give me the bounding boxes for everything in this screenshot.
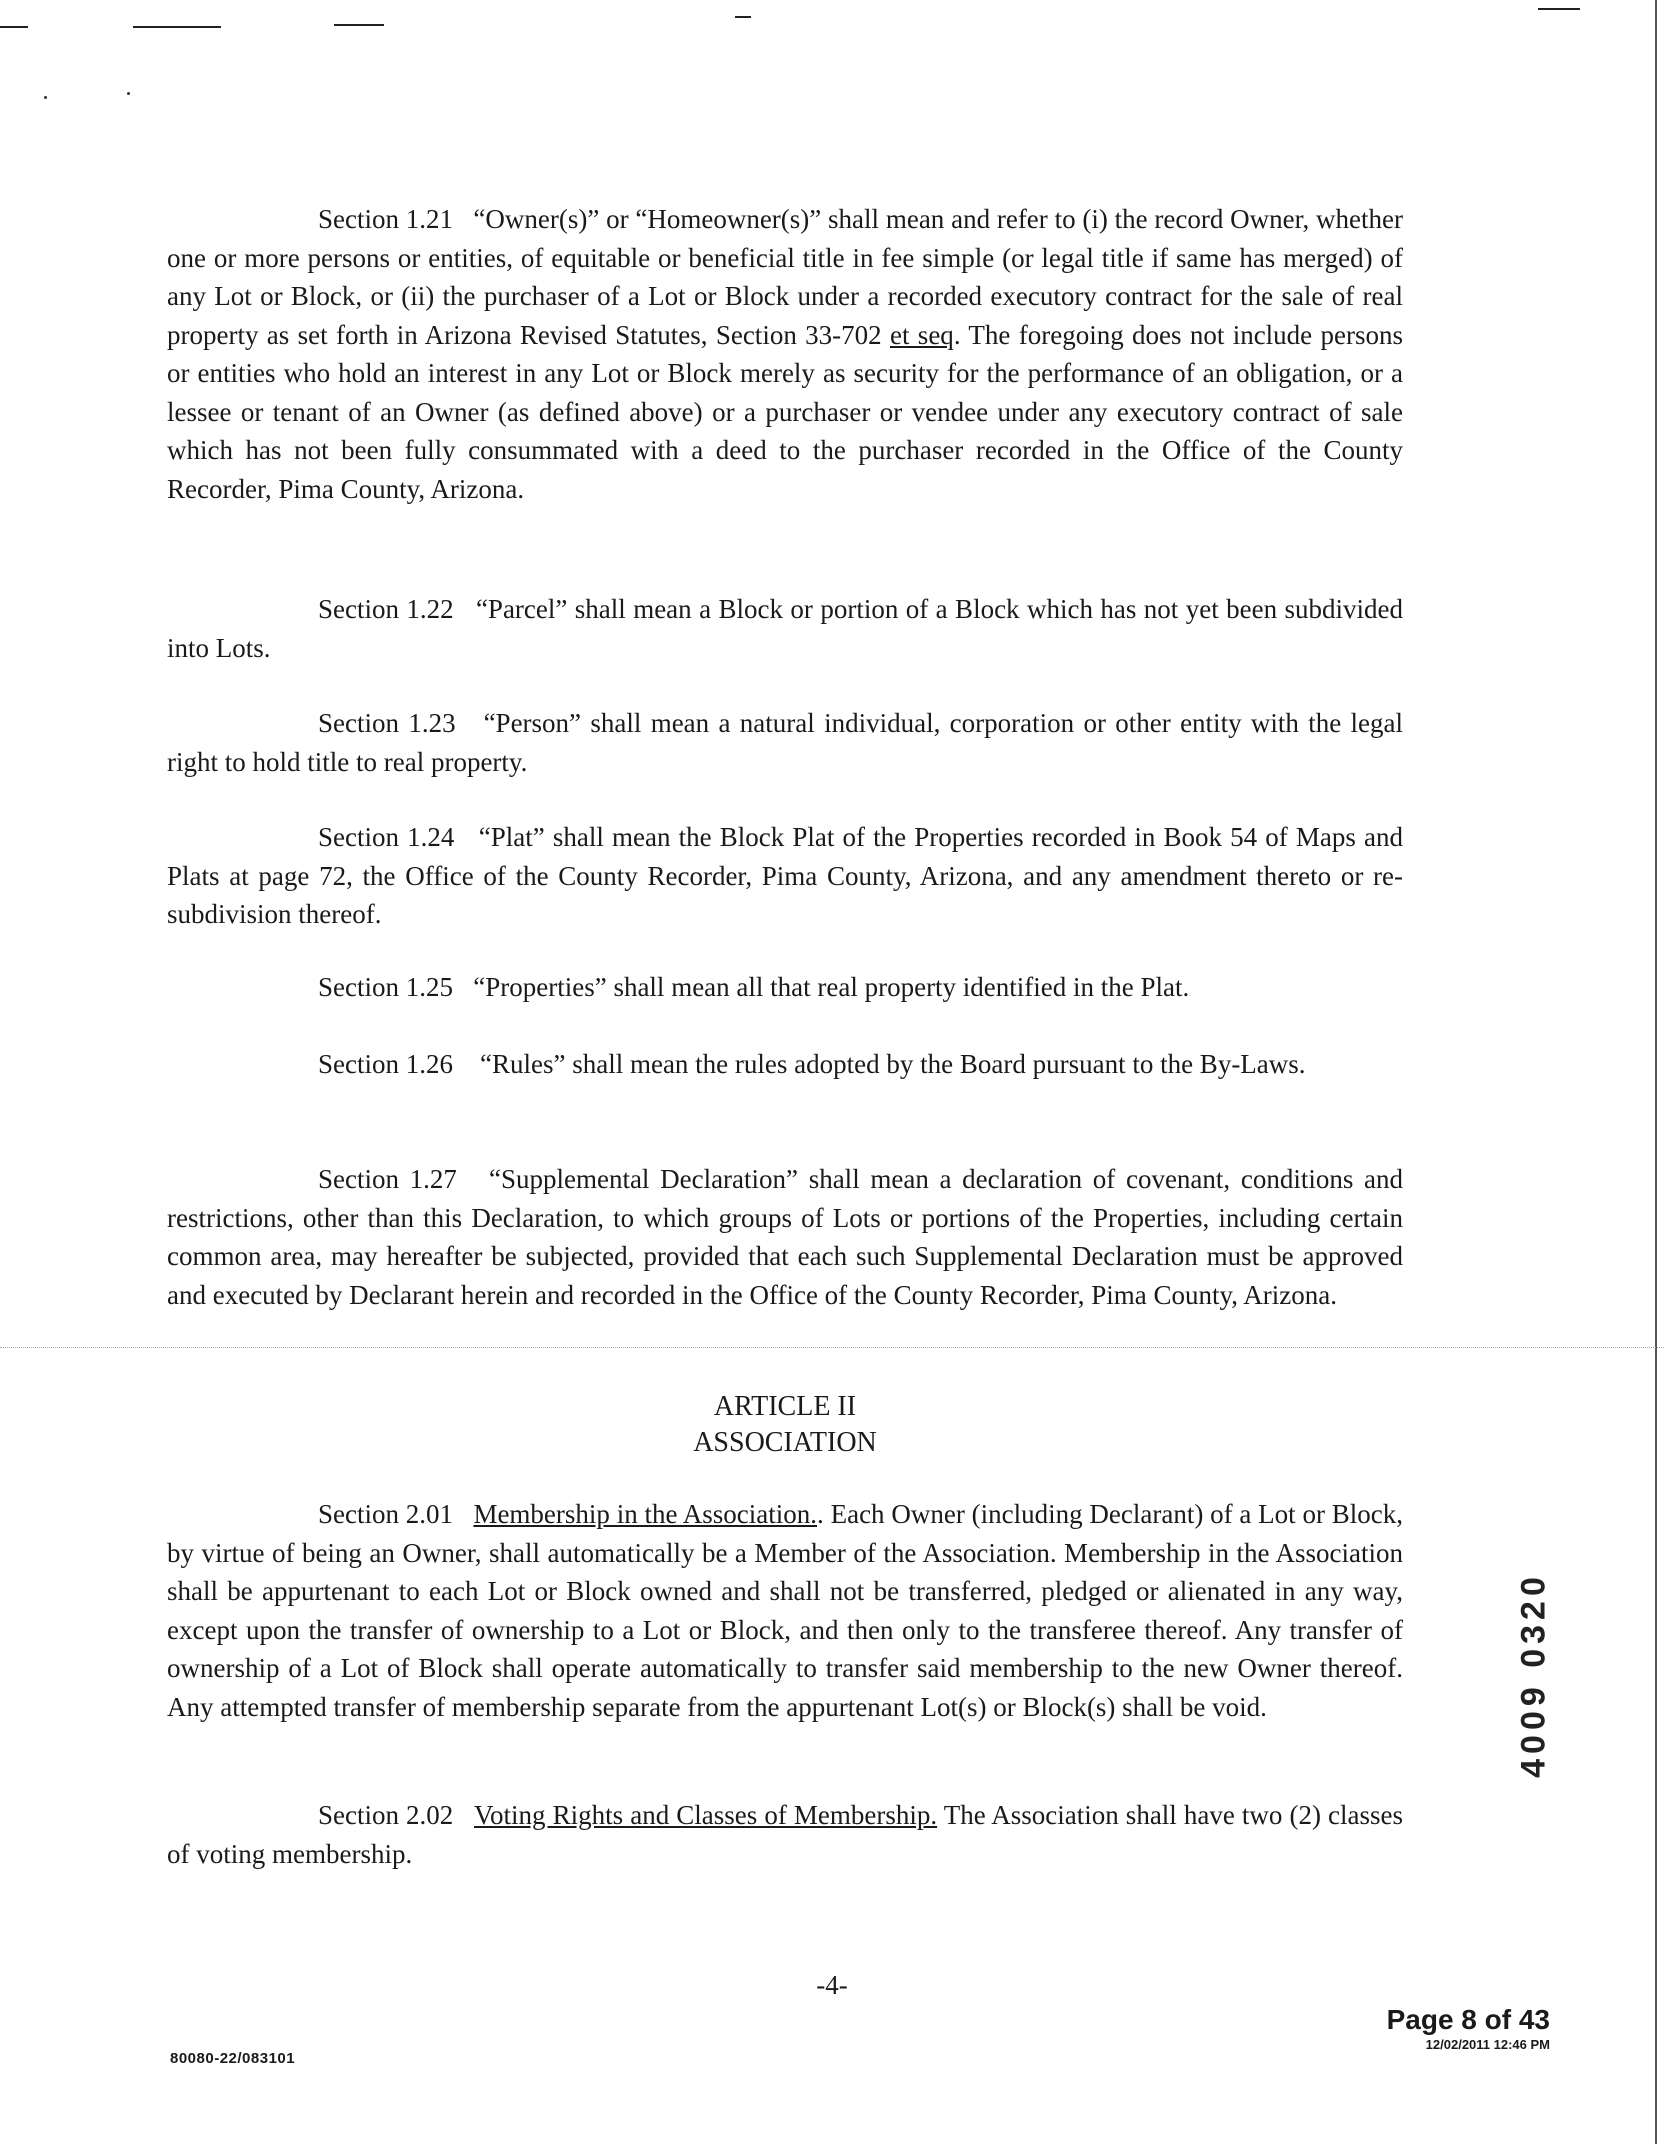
scan-mark: [127, 92, 130, 95]
page-edge: [1655, 0, 1657, 2144]
scan-seam: [0, 1347, 1664, 1348]
section-heading: Membership in the Association.: [473, 1499, 818, 1529]
section-1-21: [167, 200, 1403, 508]
section-number: Section 1.27: [318, 1164, 457, 1194]
scan-mark: [0, 26, 28, 28]
section-number: Section 2.01: [318, 1499, 454, 1529]
section-2-01: [167, 1495, 1403, 1726]
section-number: Section 1.26: [318, 1049, 453, 1079]
section-heading: Voting Rights and Classes of Membership.: [474, 1800, 938, 1830]
page-number: -4-: [816, 1970, 848, 2000]
section-1-24: [167, 818, 1403, 934]
section-text: “Rules” shall mean the rules adopted by the Board pursuant to the By-Laws.: [480, 1049, 1306, 1079]
scan-mark: [44, 96, 47, 99]
section-text: . Each Owner (including Declarant) of a Lot or Block, by virtue of being an Owner, shall automatically be a Member of the Association. Membership in the Association shall be appurtenant to each Lot or Block owned and shall not be transferred, pledged or alienated in any way, except upon the transfer of ownership to a Lot or Block, and then only to the transferee thereof. Any transfer of ownership of a Lot of Block shall operate automatically to transfer said membership to the new Owner thereof. Any attempted transfer of membership separate from the appurtenant Lot(s) or Block(s) shall be void.: [167, 1499, 1403, 1722]
section-number: Section 1.22: [318, 594, 454, 624]
section-text: “Owner(s)” or “Homeowner(s)” shall mean and refer to (i) the record Owner, whether one or more persons or entities, of equitable or beneficial title in fee simple (or legal title if same has merged) of any Lot or Block, or (ii) the purchaser of a Lot or Block under a recorded executory contract for the sale of real property as set forth in Arizona Revised Statutes, Section 33-702: [167, 204, 1403, 350]
section-number: Section 2.02: [318, 1800, 454, 1830]
section-1-25: [167, 968, 1403, 1007]
recording-stamp: [1512, 1520, 1556, 1830]
section-1-26: [167, 1045, 1403, 1084]
section-text: The Association shall have two (2) classes of voting membership.: [167, 1800, 1404, 1869]
section-2-02: [167, 1796, 1403, 1873]
section-text: “Supplemental Declaration” shall mean a declaration of covenant, conditions and restrictions, other than this Declaration, to which groups of Lots or portions of the Properties, including certain common area, may hereafter be subjected, provided that each such Supplemental Declaration must be approved and executed by Declarant herein and recorded in the Office of the County Recorder, Pima County, Arizona.: [167, 1164, 1403, 1310]
section-text: “Plat” shall mean the Block Plat of the Properties recorded in Book 54 of Maps and Plats at page 72, the Office of the County Recorder, Pima County, Arizona, and any amendment thereto or re-subdivision thereof.: [167, 822, 1403, 929]
document-code: 80080-22/083101: [170, 2050, 296, 2067]
article-name: ASSOCIATION: [693, 1427, 877, 1458]
section-number: Section 1.21: [318, 204, 454, 234]
section-number: Section 1.24: [318, 822, 455, 852]
scan-mark: [133, 26, 221, 28]
section-text: “Properties” shall mean all that real property identified in the Plat.: [473, 972, 1190, 1002]
section-text: “Parcel” shall mean a Block or portion of a Block which has not yet been subdivided into Lots.: [167, 594, 1404, 663]
scan-mark: [1538, 8, 1580, 10]
scan-mark: [735, 16, 751, 18]
section-text-continued: . The foregoing does not include persons or entities who hold an interest in any Lot or Block merely as security for the performance of an obligation, or a lessee or tenant of an Owner (as defined above) or a purchaser or vendee under any executory contract of sale which has not been fully consummated with a deed to the purchaser recorded in the Office of the County Recorder, Pima County, Arizona.: [167, 319, 1403, 504]
section-1-22: [167, 590, 1403, 667]
page-count-stamp: Page 8 of 43: [1386, 2004, 1550, 2035]
section-number: Section 1.23: [318, 708, 456, 738]
scan-mark: [334, 24, 384, 26]
recording-stamp-number: 4009 0320: [1514, 1572, 1553, 1778]
article-title: ARTICLE II: [713, 1391, 857, 1422]
section-text: “Person” shall mean a natural individual, corporation or other entity with the legal right to hold title to real property.: [167, 708, 1404, 777]
section-number: Section 1.25: [318, 972, 453, 1002]
section-1-27: [167, 1160, 1403, 1314]
recording-timestamp: 12/02/2011 12:46 PM: [1425, 2037, 1550, 2052]
et-seq-citation: et seq: [889, 319, 954, 350]
section-1-23: [167, 704, 1403, 781]
